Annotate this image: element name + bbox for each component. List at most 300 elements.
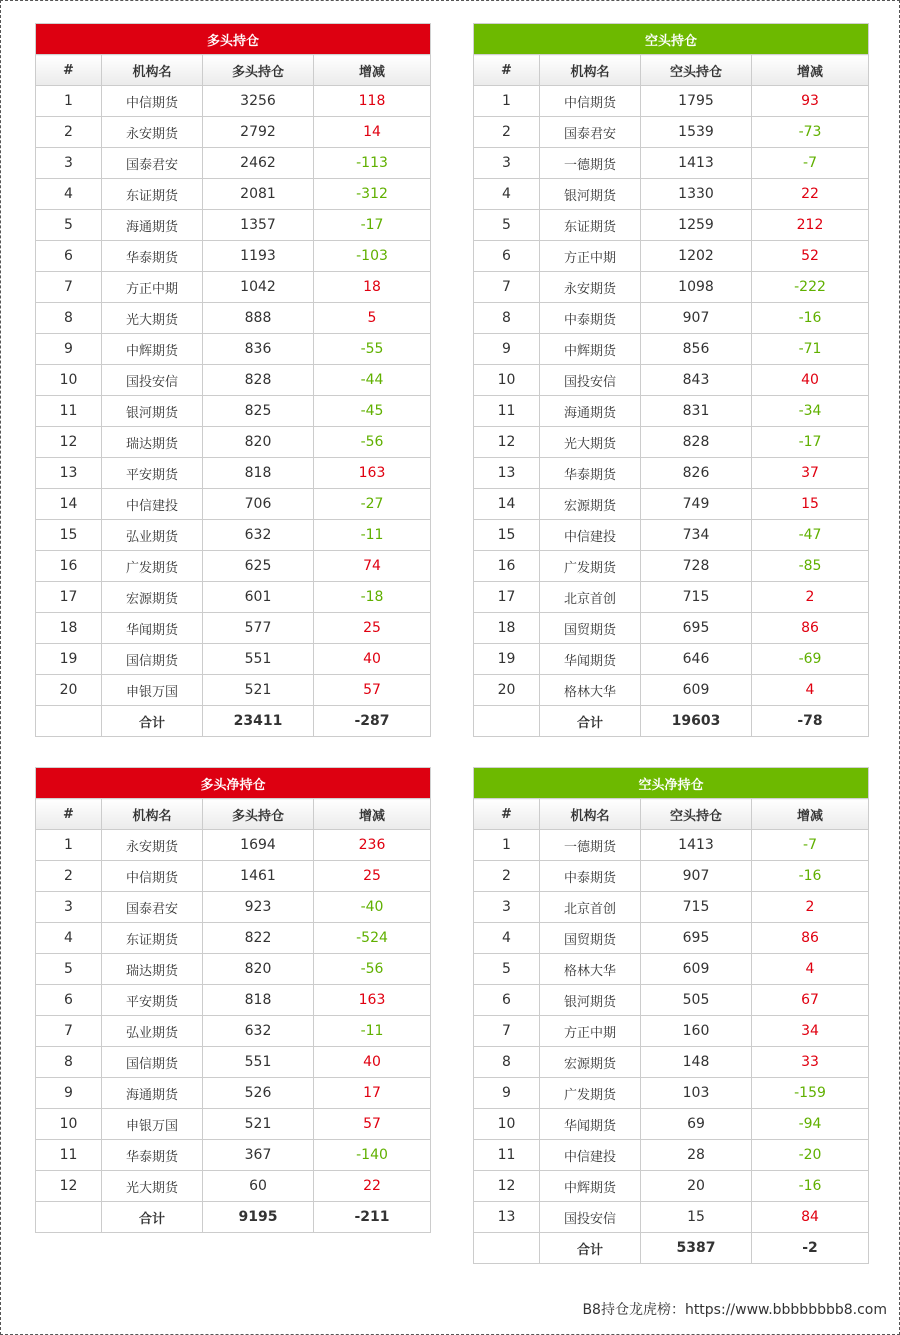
position-cell: 856 [641, 334, 752, 365]
position-cell: 695 [641, 613, 752, 644]
change-cell: -85 [752, 551, 869, 582]
rank-cell: 17 [474, 582, 540, 613]
change-cell: -7 [752, 148, 869, 179]
org-name-cell: 中泰期货 [540, 861, 641, 892]
rank-cell: 7 [36, 272, 102, 303]
org-name-cell: 银河期货 [540, 985, 641, 1016]
table-title-row [36, 24, 431, 55]
change-cell: -73 [752, 117, 869, 148]
rank-cell: 17 [36, 582, 102, 613]
rank-cell: 13 [474, 1202, 540, 1233]
rank-cell: 5 [36, 954, 102, 985]
position-cell: 609 [641, 675, 752, 706]
total-row [474, 706, 869, 737]
change-cell: 18 [314, 272, 431, 303]
table-row [36, 861, 431, 892]
position-header: 多头持仓 [203, 799, 314, 830]
table-row [474, 148, 869, 179]
rank-cell: 4 [474, 923, 540, 954]
org-name-cell: 方正中期 [540, 1016, 641, 1047]
org-name-cell: 格林大华 [540, 675, 641, 706]
change-cell: 34 [752, 1016, 869, 1047]
change-cell: -69 [752, 644, 869, 675]
table-row [474, 1171, 869, 1202]
table-row [474, 365, 869, 396]
position-cell: 646 [641, 644, 752, 675]
org-name-cell: 瑞达期货 [102, 427, 203, 458]
table-row [36, 427, 431, 458]
org-name-cell: 国泰君安 [102, 892, 203, 923]
position-cell: 160 [641, 1016, 752, 1047]
change-header: 增减 [314, 55, 431, 86]
rank-cell: 10 [474, 1109, 540, 1140]
change-cell: 4 [752, 675, 869, 706]
table-row [36, 272, 431, 303]
org-name-cell: 国投安信 [540, 1202, 641, 1233]
org-name-cell: 华泰期货 [102, 1140, 203, 1171]
org-name-cell: 方正中期 [540, 241, 641, 272]
position-cell: 888 [203, 303, 314, 334]
position-cell: 907 [641, 303, 752, 334]
table-row [36, 179, 431, 210]
position-cell: 526 [203, 1078, 314, 1109]
position-cell: 551 [203, 1047, 314, 1078]
org-name-cell: 国投安信 [102, 365, 203, 396]
change-cell: -94 [752, 1109, 869, 1140]
rank-cell: 15 [36, 520, 102, 551]
org-name-cell: 海通期货 [102, 210, 203, 241]
rank-cell: 5 [36, 210, 102, 241]
org-name-cell: 国贸期货 [540, 923, 641, 954]
org-name-cell: 中辉期货 [540, 1171, 641, 1202]
position-cell: 625 [203, 551, 314, 582]
position-cell: 148 [641, 1047, 752, 1078]
change-cell: 86 [752, 923, 869, 954]
org-name-cell: 一德期货 [540, 148, 641, 179]
table-row [474, 427, 869, 458]
change-cell: -7 [752, 830, 869, 861]
net-short-positions-table [473, 767, 869, 1264]
total-position: 9195 [203, 1202, 314, 1233]
change-cell: -16 [752, 303, 869, 334]
rank-cell: 12 [36, 1171, 102, 1202]
change-cell: -27 [314, 489, 431, 520]
org-header: 机构名 [102, 799, 203, 830]
rank-cell: 5 [474, 210, 540, 241]
org-name-cell: 一德期货 [540, 830, 641, 861]
table-row [36, 892, 431, 923]
total-label: 合计 [102, 706, 203, 737]
position-cell: 825 [203, 396, 314, 427]
table-row [36, 520, 431, 551]
change-cell: -55 [314, 334, 431, 365]
table-row [36, 396, 431, 427]
change-cell: 4 [752, 954, 869, 985]
total-change: -211 [314, 1202, 431, 1233]
rank-cell: 2 [474, 861, 540, 892]
table-body [474, 768, 869, 1264]
change-cell: 40 [314, 1047, 431, 1078]
rank-cell: 16 [36, 551, 102, 582]
table-row [36, 303, 431, 334]
total-change: -2 [752, 1233, 869, 1264]
position-cell: 1357 [203, 210, 314, 241]
rank-cell: 2 [474, 117, 540, 148]
change-cell: -140 [314, 1140, 431, 1171]
change-cell: -20 [752, 1140, 869, 1171]
change-header: 增减 [752, 55, 869, 86]
position-cell: 820 [203, 954, 314, 985]
org-name-cell: 华泰期货 [102, 241, 203, 272]
rank-cell: 5 [474, 954, 540, 985]
table-row [36, 613, 431, 644]
change-cell: 22 [314, 1171, 431, 1202]
change-cell: 22 [752, 179, 869, 210]
rank-header: # [474, 55, 540, 86]
rank-cell: 3 [36, 148, 102, 179]
change-cell: -71 [752, 334, 869, 365]
rank-cell: 20 [474, 675, 540, 706]
position-cell: 749 [641, 489, 752, 520]
table-row [474, 551, 869, 582]
org-name-cell: 华闻期货 [540, 1109, 641, 1140]
org-name-cell: 光大期货 [540, 427, 641, 458]
long-positions-table [35, 23, 431, 737]
position-cell: 2792 [203, 117, 314, 148]
change-cell: 93 [752, 86, 869, 117]
table-row [474, 613, 869, 644]
table-row [36, 148, 431, 179]
org-name-cell: 光大期货 [102, 303, 203, 334]
change-header: 增减 [752, 799, 869, 830]
org-name-cell: 中泰期货 [540, 303, 641, 334]
total-change: -287 [314, 706, 431, 737]
change-cell: -312 [314, 179, 431, 210]
change-cell: 163 [314, 985, 431, 1016]
org-name-cell: 平安期货 [102, 985, 203, 1016]
table-row [474, 954, 869, 985]
table-row [474, 86, 869, 117]
table-row [36, 1171, 431, 1202]
rank-cell: 11 [36, 396, 102, 427]
table-row [474, 117, 869, 148]
table-row [36, 489, 431, 520]
change-cell: -524 [314, 923, 431, 954]
table-row [474, 1047, 869, 1078]
rank-cell: 8 [474, 303, 540, 334]
table-body [36, 24, 431, 737]
org-header: 机构名 [540, 799, 641, 830]
rank-cell: 7 [474, 272, 540, 303]
org-name-cell: 中辉期货 [540, 334, 641, 365]
rank-cell: 10 [36, 365, 102, 396]
table-row [474, 210, 869, 241]
org-name-cell: 国泰君安 [102, 148, 203, 179]
change-cell: -47 [752, 520, 869, 551]
position-cell: 609 [641, 954, 752, 985]
table-row [36, 582, 431, 613]
rank-cell: 1 [36, 86, 102, 117]
total-label: 合计 [102, 1202, 203, 1233]
org-name-cell: 广发期货 [540, 551, 641, 582]
change-cell: -18 [314, 582, 431, 613]
org-name-cell: 海通期货 [102, 1078, 203, 1109]
position-cell: 828 [641, 427, 752, 458]
position-cell: 28 [641, 1140, 752, 1171]
total-label: 合计 [540, 1233, 641, 1264]
table-row [36, 365, 431, 396]
org-name-cell: 中信建投 [540, 1140, 641, 1171]
total-empty-cell [36, 1202, 102, 1233]
rank-header: # [36, 55, 102, 86]
rank-cell: 11 [36, 1140, 102, 1171]
position-cell: 728 [641, 551, 752, 582]
rank-cell: 11 [474, 1140, 540, 1171]
rank-cell: 14 [474, 489, 540, 520]
position-cell: 2462 [203, 148, 314, 179]
change-cell: 17 [314, 1078, 431, 1109]
rank-cell: 4 [36, 923, 102, 954]
change-cell: 163 [314, 458, 431, 489]
table-title: 空头净持仓 [474, 768, 869, 799]
org-name-cell: 北京首创 [540, 892, 641, 923]
org-name-cell: 永安期货 [540, 272, 641, 303]
rank-cell: 1 [474, 86, 540, 117]
org-header: 机构名 [102, 55, 203, 86]
change-cell: -222 [752, 272, 869, 303]
position-cell: 60 [203, 1171, 314, 1202]
total-empty-cell [474, 706, 540, 737]
org-name-cell: 华闻期货 [540, 644, 641, 675]
rank-cell: 9 [36, 334, 102, 365]
rank-cell: 7 [36, 1016, 102, 1047]
change-cell: 5 [314, 303, 431, 334]
rank-cell: 4 [474, 179, 540, 210]
rank-cell: 3 [474, 148, 540, 179]
table-row [36, 1140, 431, 1171]
org-name-cell: 东证期货 [540, 210, 641, 241]
change-cell: 57 [314, 1109, 431, 1140]
rank-cell: 6 [36, 985, 102, 1016]
change-cell: 67 [752, 985, 869, 1016]
change-cell: -103 [314, 241, 431, 272]
table-row [36, 1109, 431, 1140]
table-row [36, 644, 431, 675]
position-cell: 69 [641, 1109, 752, 1140]
change-cell: -17 [752, 427, 869, 458]
position-cell: 577 [203, 613, 314, 644]
change-cell: 84 [752, 1202, 869, 1233]
rank-header: # [36, 799, 102, 830]
table-title-row [474, 24, 869, 55]
org-name-cell: 中信期货 [540, 86, 641, 117]
table-row [36, 210, 431, 241]
rank-cell: 19 [474, 644, 540, 675]
net-long-positions-table [35, 767, 431, 1233]
position-cell: 3256 [203, 86, 314, 117]
table-row [36, 1078, 431, 1109]
position-cell: 822 [203, 923, 314, 954]
position-cell: 1413 [641, 148, 752, 179]
rank-cell: 2 [36, 861, 102, 892]
rank-cell: 13 [474, 458, 540, 489]
rank-cell: 10 [36, 1109, 102, 1140]
org-name-cell: 国信期货 [102, 644, 203, 675]
rank-cell: 8 [474, 1047, 540, 1078]
table-row [36, 241, 431, 272]
position-cell: 1694 [203, 830, 314, 861]
position-cell: 818 [203, 458, 314, 489]
change-cell: 37 [752, 458, 869, 489]
position-cell: 734 [641, 520, 752, 551]
org-name-cell: 瑞达期货 [102, 954, 203, 985]
position-header: 空头持仓 [641, 55, 752, 86]
change-cell: 52 [752, 241, 869, 272]
table-row [474, 985, 869, 1016]
rank-cell: 9 [36, 1078, 102, 1109]
change-cell: -113 [314, 148, 431, 179]
position-cell: 505 [641, 985, 752, 1016]
org-name-cell: 永安期货 [102, 830, 203, 861]
table-row [36, 117, 431, 148]
position-cell: 826 [641, 458, 752, 489]
position-cell: 843 [641, 365, 752, 396]
total-empty-cell [36, 706, 102, 737]
table-row [474, 1078, 869, 1109]
rank-cell: 4 [36, 179, 102, 210]
position-cell: 923 [203, 892, 314, 923]
column-header-row [36, 799, 431, 830]
total-label: 合计 [540, 706, 641, 737]
rank-cell: 16 [474, 551, 540, 582]
position-cell: 551 [203, 644, 314, 675]
change-cell: 2 [752, 892, 869, 923]
rank-cell: 6 [36, 241, 102, 272]
position-cell: 632 [203, 1016, 314, 1047]
position-cell: 1193 [203, 241, 314, 272]
table-row [474, 1109, 869, 1140]
rank-cell: 15 [474, 520, 540, 551]
position-cell: 1042 [203, 272, 314, 303]
table-row [36, 458, 431, 489]
position-cell: 715 [641, 582, 752, 613]
table-row [474, 861, 869, 892]
change-cell: 74 [314, 551, 431, 582]
rank-cell: 3 [474, 892, 540, 923]
position-cell: 521 [203, 675, 314, 706]
table-row [36, 86, 431, 117]
table-title-row [36, 768, 431, 799]
position-cell: 1413 [641, 830, 752, 861]
rank-cell: 13 [36, 458, 102, 489]
footer-link[interactable]: B8持仓龙虎榜：https://www.bbbbbbbb8.com [582, 1302, 887, 1318]
change-cell: -159 [752, 1078, 869, 1109]
rank-cell: 8 [36, 1047, 102, 1078]
position-cell: 706 [203, 489, 314, 520]
rank-cell: 9 [474, 334, 540, 365]
total-row [36, 706, 431, 737]
change-cell: 212 [752, 210, 869, 241]
rank-cell: 20 [36, 675, 102, 706]
position-header: 多头持仓 [203, 55, 314, 86]
org-name-cell: 中信建投 [102, 489, 203, 520]
org-name-cell: 海通期货 [540, 396, 641, 427]
position-cell: 828 [203, 365, 314, 396]
position-cell: 818 [203, 985, 314, 1016]
change-header: 增减 [314, 799, 431, 830]
total-position: 23411 [203, 706, 314, 737]
org-name-cell: 中信建投 [540, 520, 641, 551]
org-name-cell: 中信期货 [102, 86, 203, 117]
table-row [474, 675, 869, 706]
change-cell: 236 [314, 830, 431, 861]
total-position: 19603 [641, 706, 752, 737]
total-position: 5387 [641, 1233, 752, 1264]
rank-cell: 18 [474, 613, 540, 644]
org-header: 机构名 [540, 55, 641, 86]
change-cell: 118 [314, 86, 431, 117]
org-name-cell: 宏源期货 [102, 582, 203, 613]
table-title: 空头持仓 [474, 24, 869, 55]
table-title: 多头持仓 [36, 24, 431, 55]
org-name-cell: 光大期货 [102, 1171, 203, 1202]
table-row [36, 551, 431, 582]
change-cell: -17 [314, 210, 431, 241]
table-row [474, 303, 869, 334]
rank-cell: 8 [36, 303, 102, 334]
position-cell: 103 [641, 1078, 752, 1109]
position-cell: 836 [203, 334, 314, 365]
rank-cell: 10 [474, 365, 540, 396]
org-name-cell: 华闻期货 [102, 613, 203, 644]
org-name-cell: 申银万国 [102, 1109, 203, 1140]
org-name-cell: 华泰期货 [540, 458, 641, 489]
position-cell: 1795 [641, 86, 752, 117]
column-header-row [474, 799, 869, 830]
rank-cell: 6 [474, 241, 540, 272]
position-cell: 15 [641, 1202, 752, 1233]
org-name-cell: 东证期货 [102, 923, 203, 954]
table-row [36, 1016, 431, 1047]
change-cell: 15 [752, 489, 869, 520]
rank-cell: 12 [474, 427, 540, 458]
change-cell: -16 [752, 1171, 869, 1202]
table-row [474, 830, 869, 861]
org-name-cell: 广发期货 [540, 1078, 641, 1109]
rank-cell: 3 [36, 892, 102, 923]
total-empty-cell [474, 1233, 540, 1264]
position-header: 空头持仓 [641, 799, 752, 830]
org-name-cell: 北京首创 [540, 582, 641, 613]
table-row [474, 520, 869, 551]
table-title-row [474, 768, 869, 799]
org-name-cell: 国投安信 [540, 365, 641, 396]
table-body [36, 768, 431, 1233]
change-cell: 14 [314, 117, 431, 148]
table-row [474, 892, 869, 923]
table-row [474, 1016, 869, 1047]
rank-cell: 18 [36, 613, 102, 644]
position-cell: 601 [203, 582, 314, 613]
position-cell: 2081 [203, 179, 314, 210]
position-cell: 1098 [641, 272, 752, 303]
org-name-cell: 宏源期货 [540, 489, 641, 520]
table-row [474, 1140, 869, 1171]
rank-cell: 9 [474, 1078, 540, 1109]
position-cell: 820 [203, 427, 314, 458]
table-row [474, 241, 869, 272]
change-cell: -40 [314, 892, 431, 923]
